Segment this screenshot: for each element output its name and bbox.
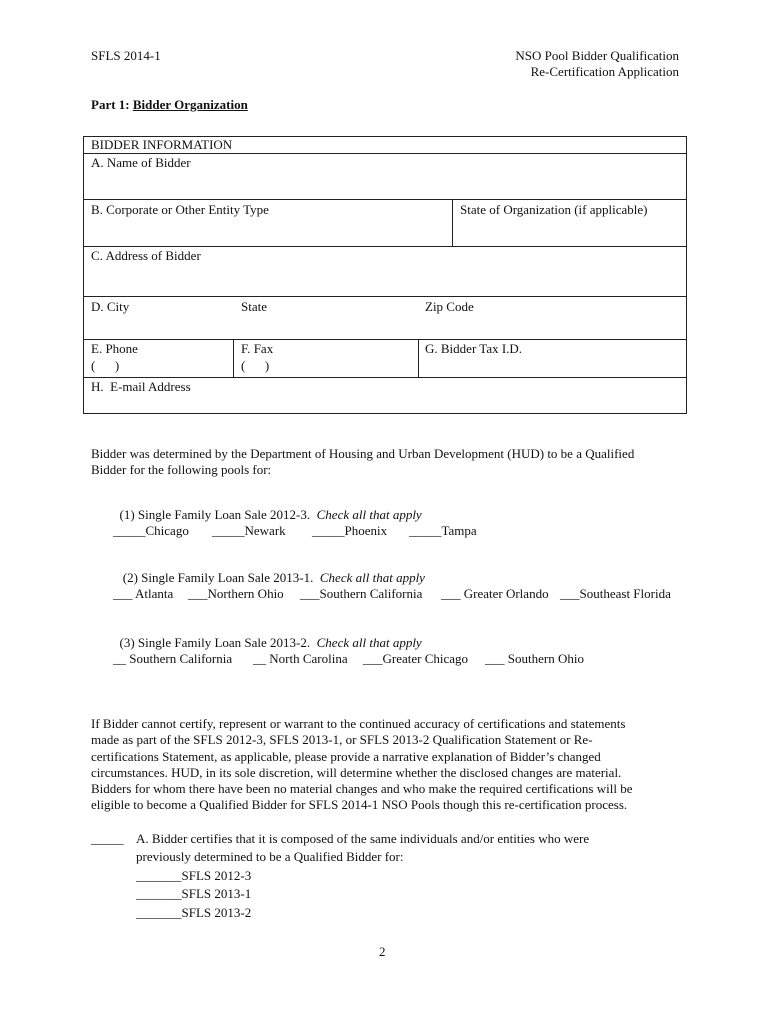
cert-option[interactable]: _______SFLS 2013-2 [136, 905, 252, 920]
sale-1-title: (1) Single Family Loan Sale 2012-3. [119, 507, 317, 522]
table-divider [83, 339, 687, 340]
pool-option[interactable]: __ Southern California [113, 651, 233, 666]
header-right-line1: NSO Pool Bidder Qualification [515, 48, 679, 63]
part-title: Bidder Organization [132, 97, 248, 112]
narrative-line: If Bidder cannot certify, represent or warrant to the continued accuracy of certifications and statements [91, 716, 626, 731]
table-divider [83, 377, 687, 378]
cert-option[interactable]: _______SFLS 2013-1 [136, 886, 252, 901]
sale-2-instruction: Check all that apply [319, 570, 425, 585]
pool-option[interactable]: ___Greater Chicago [363, 651, 469, 666]
city-label: D. City [91, 299, 130, 314]
sale-3-title: (3) Single Family Loan Sale 2013-2. [119, 635, 317, 650]
table-border-right [686, 136, 687, 413]
state-label: State [241, 299, 267, 314]
zip-code-label: Zip Code [425, 299, 474, 314]
entity-type-label: B. Corporate or Other Entity Type [91, 202, 269, 217]
pool-option[interactable]: _____Chicago [113, 523, 189, 538]
fax-label: F. Fax [241, 341, 274, 356]
cert-a-blank[interactable]: _____ [91, 831, 124, 846]
page-number: 2 [379, 944, 386, 959]
part-heading [91, 97, 248, 113]
part-label: Part 1: [91, 97, 133, 112]
pool-option[interactable]: _____Newark [212, 523, 286, 538]
header-right-line2: Re-Certification Application [530, 64, 679, 79]
pool-option[interactable]: ___ Greater Orlando [441, 586, 549, 601]
email-label: H. E-mail Address [91, 379, 191, 394]
table-divider [83, 153, 687, 154]
pool-option[interactable]: ___Northern Ohio [188, 586, 284, 601]
pool-option[interactable]: ___Southeast Florida [560, 586, 671, 601]
sale-2-title: (2) Single Family Loan Sale 2013-1. [119, 570, 320, 585]
table-border-left [83, 136, 84, 413]
table-divider [452, 199, 453, 246]
fax-area-code: ( ) [241, 358, 270, 373]
sale-3-instruction: Check all that apply [316, 635, 422, 650]
cert-a-line-2: previously determined to be a Qualified Bidder for: [136, 849, 404, 864]
table-border-bottom [83, 413, 687, 414]
pool-option[interactable]: ___ Southern Ohio [485, 651, 584, 666]
intro-line-1: Bidder was determined by the Department of Housing and Urban Development (HUD) to be a Qualified [91, 446, 635, 461]
narrative-line: eligible to become a Qualified Bidder for SFLS 2014-1 NSO Pools though this re-certification process. [91, 797, 628, 812]
header-left: SFLS 2014-1 [91, 48, 161, 63]
narrative-line: made as part of the SFLS 2012-3, SFLS 2013-1, or SFLS 2013-2 Qualification Statement or Re- [91, 732, 593, 747]
phone-area-code: ( ) [91, 358, 120, 373]
pool-option[interactable]: _____Phoenix [312, 523, 388, 538]
sale-1-instruction: Check all that apply [316, 507, 422, 522]
intro-line-2: Bidder for the following pools for: [91, 462, 272, 477]
pool-option[interactable]: _____Tampa [409, 523, 477, 538]
phone-label: E. Phone [91, 341, 138, 356]
table-divider [83, 199, 687, 200]
tax-id-label: G. Bidder Tax I.D. [425, 341, 523, 356]
narrative-line: Bidders for whom there have been no material changes and who make the required certifications will be [91, 781, 633, 796]
state-of-organization-label: State of Organization (if applicable) [460, 202, 648, 217]
cert-option[interactable]: _______SFLS 2012-3 [136, 868, 252, 883]
table-divider [233, 339, 234, 377]
narrative-line: certifications Statement, as applicable, please provide a narrative explanation of Bidder’s changed [91, 749, 601, 764]
sale-1-heading [113, 491, 422, 523]
name-of-bidder-label: A. Name of Bidder [91, 155, 191, 170]
table-divider [418, 339, 419, 377]
table-divider [83, 296, 687, 297]
pool-option[interactable]: __ North Carolina [253, 651, 348, 666]
cert-a-line-1: A. Bidder certifies that it is composed of the same individuals and/or entities who were [136, 831, 590, 846]
pool-option[interactable]: ___Southern California [300, 586, 423, 601]
pool-option[interactable]: ___ Atlanta [113, 586, 174, 601]
table-heading: BIDDER INFORMATION [91, 137, 233, 152]
address-label: C. Address of Bidder [91, 248, 201, 263]
table-divider [83, 246, 687, 247]
narrative-line: circumstances. HUD, in its sole discretion, will determine whether the disclosed changes are material. [91, 765, 622, 780]
sale-2-heading [113, 554, 425, 586]
sale-3-heading [113, 619, 422, 651]
